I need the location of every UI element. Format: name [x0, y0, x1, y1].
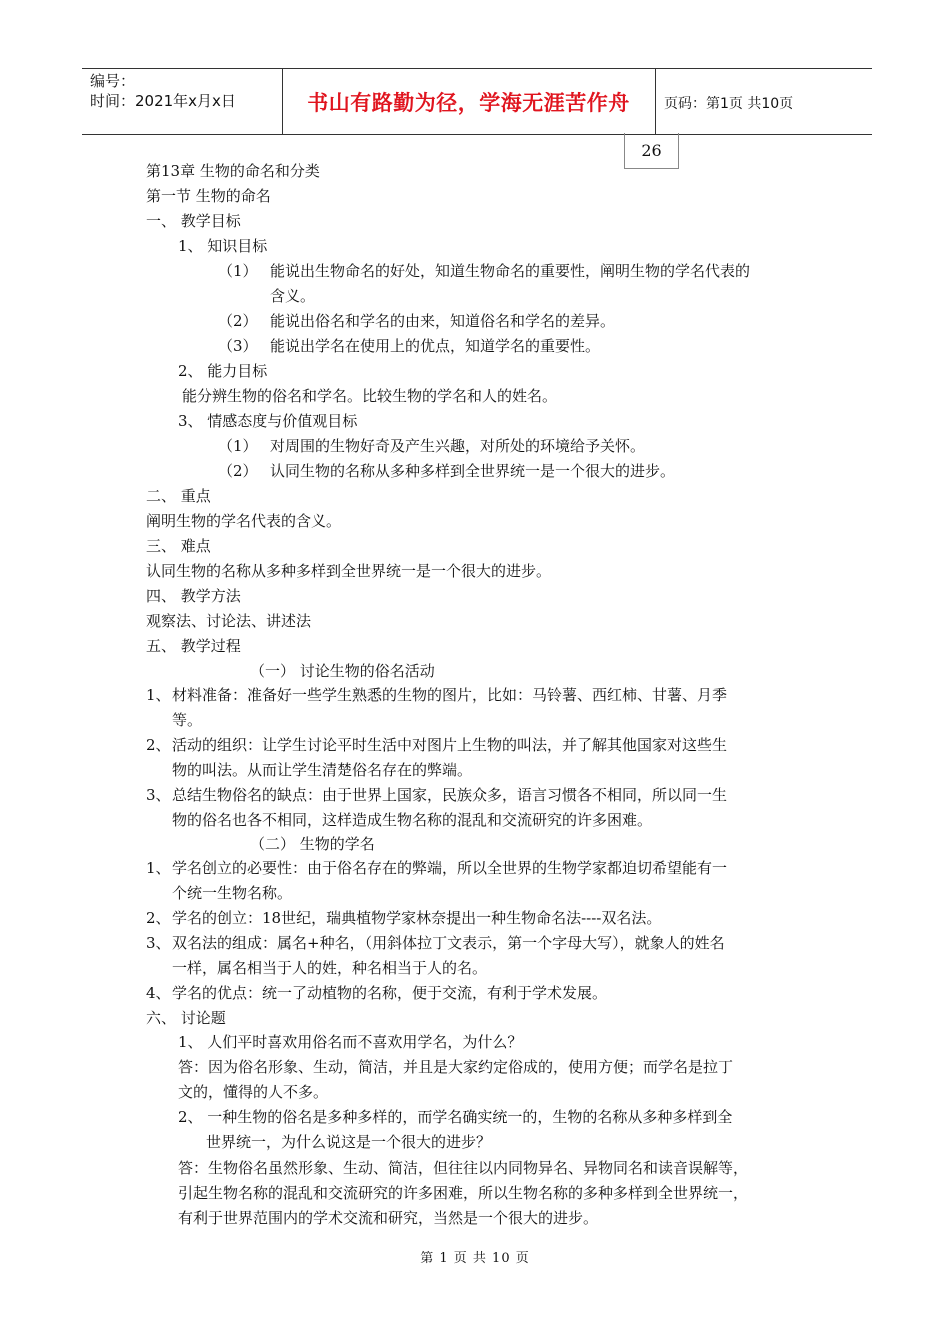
heading-objectives: 一、 教学目标	[146, 212, 241, 230]
page-code: 页码：第1页 共10页	[664, 96, 794, 112]
item-number: （1）	[218, 437, 258, 455]
heading-discussion: 六、 讨论题	[146, 1009, 226, 1027]
list-number: 3、	[146, 786, 171, 804]
list-text-cont: 等。	[172, 711, 203, 729]
item-text: 能说出学名在使用上的优点，知道学名的重要性。	[270, 337, 601, 355]
list-number: 2、	[146, 909, 171, 927]
page-footer: 第 1 页 共 10 页	[420, 1251, 530, 1266]
section-title: 第一节 生物的命名	[146, 187, 271, 205]
subheading-scientific-name: （二） 生物的学名	[250, 835, 375, 853]
answer-cont: 文的，懂得的人不多。	[178, 1083, 329, 1101]
key-point-text: 阐明生物的学名代表的含义。	[146, 512, 342, 530]
answer-cont: 引起生物名称的混乱和交流研究的许多困难，所以生物名称的多种多样到全世界统一，	[178, 1184, 749, 1202]
list-text: 学名的创立：18世纪，瑞典植物学家林奈提出一种生物命名法----双名法。	[172, 909, 662, 927]
list-text: 总结生物俗名的缺点：由于世界上国家，民族众多，语言习惯各不相同，所以同一生	[172, 786, 728, 804]
method-text: 观察法、讨论法、讲述法	[146, 612, 312, 630]
heading-method: 四、 教学方法	[146, 587, 241, 605]
heading-difficulty: 三、 难点	[146, 537, 211, 555]
item-text: 认同生物的名称从多种多样到全世界统一是一个很大的进步。	[270, 462, 676, 480]
item-number: （2）	[218, 312, 258, 330]
heading-key-point: 二、 重点	[146, 487, 211, 505]
header-motto: 书山有路勤为径，学海无涯苦作舟	[307, 90, 630, 115]
list-number: 4、	[146, 984, 171, 1002]
list-number: 2、	[146, 736, 171, 754]
list-number: 3、	[146, 934, 171, 952]
heading-knowledge: 1、 知识目标	[178, 237, 268, 255]
item-text: 能说出生物命名的好处，知道生物命名的重要性，阐明生物的学名代表的	[270, 262, 751, 280]
list-text: 双名法的组成：属名+种名，（用斜体拉丁文表示，第一个字母大写），就象人的姓名	[172, 934, 725, 952]
list-text: 材料准备：准备好一些学生熟悉的生物的图片，比如：马铃薯、西红柿、甘薯、月季	[172, 686, 728, 704]
heading-emotion: 3、 情感态度与价值观目标	[178, 412, 358, 430]
list-text: 活动的组织：让学生讨论平时生活中对图片上生物的叫法，并了解其他国家对这些生	[172, 736, 728, 754]
item-number: （1）	[218, 262, 258, 280]
list-text: 学名的优点：统一了动植物的名称，便于交流，有利于学术发展。	[172, 984, 608, 1002]
list-text-cont: 个统一生物名称。	[172, 884, 293, 902]
heading-ability: 2、 能力目标	[178, 362, 268, 380]
item-text-cont: 含义。	[270, 287, 316, 305]
list-text: 学名创立的必要性：由于俗名存在的弊端，所以全世界的生物学家都迫切希望能有一	[172, 859, 728, 877]
question-cont: 世界统一，为什么说这是一个很大的进步？	[206, 1133, 492, 1151]
answer: 答：生物俗名虽然形象、生动、简洁，但往往以内同物异名、异物同名和读音误解等，	[178, 1159, 749, 1177]
item-text: 对周围的生物好奇及产生兴趣，对所处的环境给予关怀。	[270, 437, 646, 455]
answer: 答：因为俗名形象、生动，简洁，并且是大家约定俗成的，使用方便；而学名是拉丁	[178, 1058, 734, 1076]
question: 1、 人们平时喜欢用俗名而不喜欢用学名，为什么？	[178, 1033, 523, 1051]
number-label: 编号：	[90, 72, 136, 90]
time-label: 时间：2021年x月x日	[90, 92, 236, 110]
item-text: 能说出俗名和学名的由来，知道俗名和学名的差异。	[270, 312, 616, 330]
list-number: 1、	[146, 686, 171, 704]
list-text-cont: 一样，属名相当于人的姓，种名相当于人的名。	[172, 959, 488, 977]
list-text-cont: 物的叫法。从而让学生清楚俗名存在的弊端。	[172, 761, 473, 779]
list-number: 1、	[146, 859, 171, 877]
item-number: （2）	[218, 462, 258, 480]
subheading-common-name: （一） 讨论生物的俗名活动	[250, 662, 435, 680]
difficulty-text: 认同生物的名称从多种多样到全世界统一是一个很大的进步。	[146, 562, 552, 580]
list-text-cont: 物的俗名也各不相同，这样造成生物名称的混乱和交流研究的许多困难。	[172, 811, 653, 829]
header-divider-right	[655, 68, 656, 135]
box-number: 26	[624, 133, 679, 169]
chapter-title: 第13章 生物的命名和分类	[146, 162, 320, 180]
item-number: （3）	[218, 337, 258, 355]
question: 2、 一种生物的俗名是多种多样的，而学名确实统一的，生物的名称从多种多样到全	[178, 1108, 733, 1126]
heading-process: 五、 教学过程	[146, 637, 241, 655]
ability-text: 能分辨生物的俗名和学名。比较生物的学名和人的姓名。	[182, 387, 558, 405]
answer-cont: 有利于世界范围内的学术交流和研究，当然是一个很大的进步。	[178, 1209, 599, 1227]
